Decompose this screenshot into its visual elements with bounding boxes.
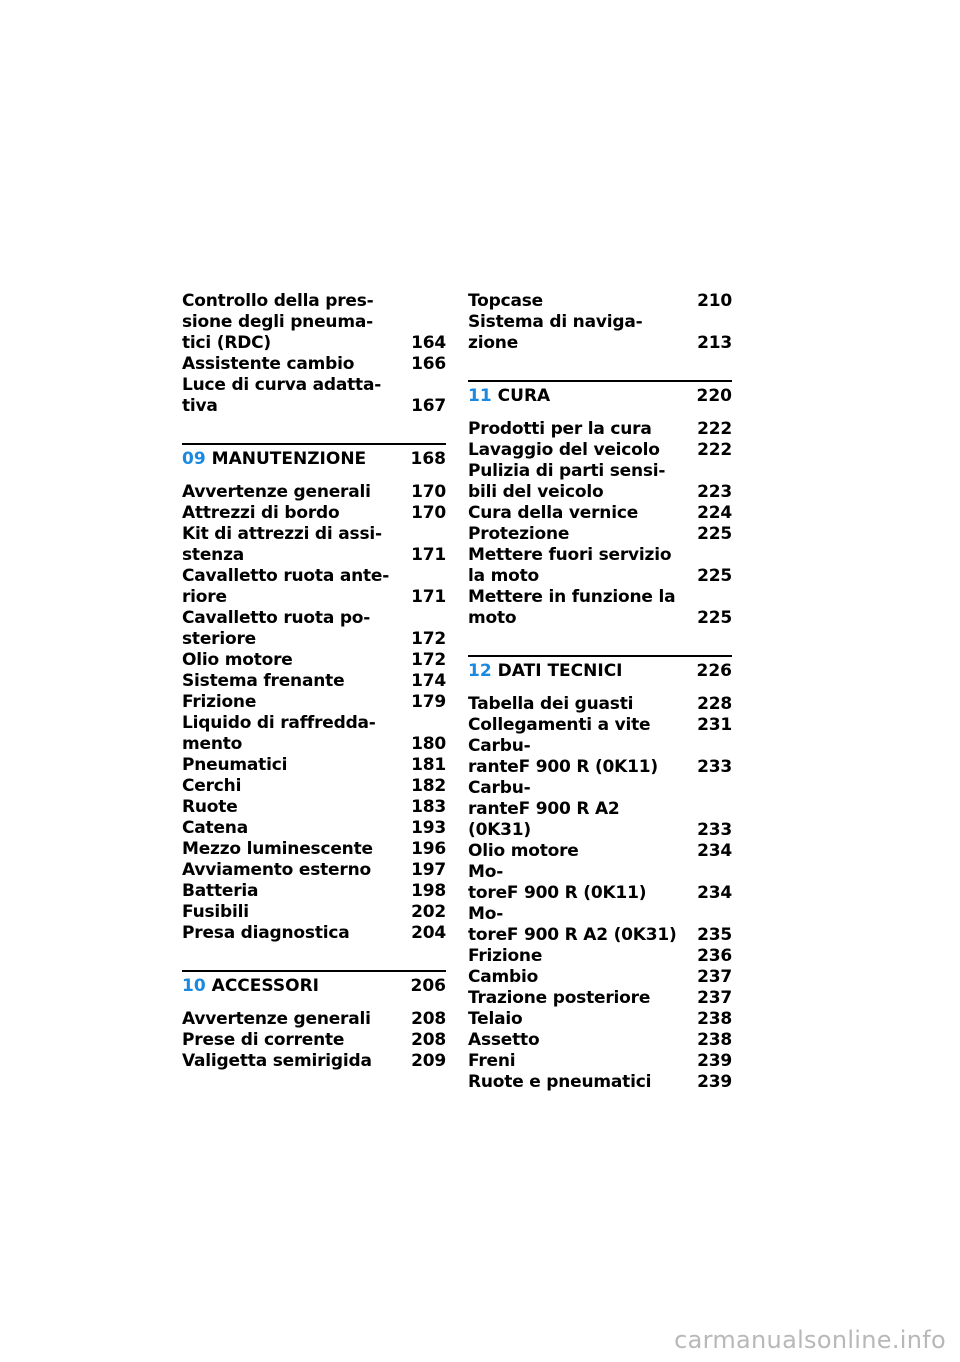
toc-entry-page: 222 <box>697 419 732 439</box>
toc-entry-title: Cambio <box>468 967 539 987</box>
toc-entry-title: Presa diagnostica <box>182 923 350 943</box>
toc-entry-title: Carbu- ranteF 900 R (0K11) <box>468 736 658 777</box>
toc-entry-title: Mo- toreF 900 R (0K11) <box>468 862 647 903</box>
toc-entry[interactable] <box>468 419 732 440</box>
toc-entry[interactable] <box>182 503 446 524</box>
section-number: 12 <box>468 661 492 681</box>
toc-entry-title: Lavaggio del veicolo <box>468 440 660 460</box>
toc-entry[interactable] <box>468 1051 732 1072</box>
toc-entry-title: Controllo della pres- sione degli pneuma- tici (RDC) <box>182 291 374 353</box>
toc-entry-page: 166 <box>411 354 446 374</box>
toc-entry[interactable] <box>182 524 446 566</box>
toc-entry-page: 235 <box>697 925 732 945</box>
toc-entry[interactable] <box>468 841 732 862</box>
toc-entry-page: 197 <box>411 860 446 880</box>
toc-entry-title: Carbu- ranteF 900 R A2 (0K31) <box>468 778 620 840</box>
toc-entry-page: 209 <box>411 1051 446 1071</box>
toc-entry[interactable] <box>468 694 732 715</box>
section-heading[interactable] <box>468 655 732 682</box>
section-number: 09 <box>182 449 206 469</box>
toc-entry[interactable] <box>468 778 732 841</box>
watermark-text: carmanualsonline.info <box>674 1326 946 1354</box>
toc-entry[interactable] <box>468 461 732 503</box>
toc-entry[interactable] <box>182 608 446 650</box>
section-title: DATI TECNICI <box>497 661 623 681</box>
toc-entry[interactable] <box>182 482 446 503</box>
toc-entry-page: 213 <box>697 333 732 353</box>
toc-entry[interactable] <box>182 755 446 776</box>
section-page-number: 206 <box>410 976 446 996</box>
toc-entry[interactable] <box>182 776 446 797</box>
toc-entry[interactable] <box>468 1009 732 1030</box>
section-page-number: 220 <box>696 386 732 406</box>
toc-entry-page: 224 <box>697 503 732 523</box>
toc-entry[interactable] <box>182 692 446 713</box>
toc-entry-page: 223 <box>697 482 732 502</box>
toc-entry[interactable] <box>468 967 732 988</box>
toc-entry-title: Mettere in funzione la moto <box>468 587 676 628</box>
toc-entry[interactable] <box>468 291 732 312</box>
toc-entry[interactable] <box>468 545 732 587</box>
toc-entry[interactable] <box>468 736 732 778</box>
toc-entry-title: Cavalletto ruota po- steriore <box>182 608 371 649</box>
toc-entry-page: 170 <box>411 482 446 502</box>
section-heading[interactable] <box>468 380 732 407</box>
toc-column-right <box>468 291 732 1093</box>
toc-entry-page: 174 <box>411 671 446 691</box>
toc-entry[interactable] <box>468 862 732 904</box>
toc-entry-title: Tabella dei guasti <box>468 694 634 714</box>
section-label <box>182 976 319 997</box>
toc-entry-title: Mettere fuori servizio la moto <box>468 545 672 586</box>
toc-entry-title: Freni <box>468 1051 516 1071</box>
toc-entry-title: Mo- toreF 900 R A2 (0K31) <box>468 904 677 945</box>
toc-entry[interactable] <box>182 375 446 417</box>
toc-entry-title: Fusibili <box>182 902 249 922</box>
toc-entry-page: 204 <box>411 923 446 943</box>
section-number: 11 <box>468 386 492 406</box>
toc-entry-title: Protezione <box>468 524 570 544</box>
toc-entry-title: Ruote e pneumatici <box>468 1072 652 1092</box>
section-label <box>182 449 366 470</box>
toc-entry-page: 237 <box>697 967 732 987</box>
toc-entry-title: Catena <box>182 818 248 838</box>
toc-entry-title: Sistema di naviga- zione <box>468 312 643 353</box>
toc-entry-title: Cura della vernice <box>468 503 639 523</box>
section-page-number: 168 <box>410 449 446 469</box>
toc-entry-page: 208 <box>411 1009 446 1029</box>
toc-entry-title: Kit di attrezzi di assi- stenza <box>182 524 382 565</box>
toc-entry-title: Ruote <box>182 797 238 817</box>
toc-entry[interactable] <box>468 503 732 524</box>
toc-entry-title: Cavalletto ruota ante- riore <box>182 566 390 607</box>
toc-entry-page: 210 <box>697 291 732 311</box>
toc-entry-title: Attrezzi di bordo <box>182 503 340 523</box>
toc-entry-page: 234 <box>697 841 732 861</box>
toc-entry-title: Topcase <box>468 291 543 311</box>
toc-entry-page: 233 <box>697 820 732 840</box>
toc-entry-page: 228 <box>697 694 732 714</box>
toc-entry-title: Sistema frenante <box>182 671 345 691</box>
toc-entry-title: Mezzo luminescente <box>182 839 373 859</box>
toc-entry[interactable] <box>468 715 732 736</box>
toc-entry-title: Avviamento esterno <box>182 860 371 880</box>
toc-entry[interactable] <box>468 440 732 461</box>
toc-entry-title: Olio motore <box>182 650 293 670</box>
section-page-number: 226 <box>696 661 732 681</box>
toc-entry-title: Batteria <box>182 881 259 901</box>
toc-entry[interactable] <box>182 1009 446 1030</box>
section-label <box>468 386 550 407</box>
toc-entry[interactable] <box>182 1051 446 1072</box>
toc-entry[interactable] <box>468 312 732 354</box>
toc-entry-title: Frizione <box>182 692 257 712</box>
toc-entry-page: 239 <box>697 1072 732 1092</box>
toc-entry-page: 234 <box>697 883 732 903</box>
toc-entry-page: 225 <box>697 608 732 628</box>
toc-entry-title: Valigetta semirigida <box>182 1051 372 1071</box>
toc-entry[interactable] <box>182 566 446 608</box>
toc-entry-page: 181 <box>411 755 446 775</box>
toc-entry[interactable] <box>182 671 446 692</box>
toc-entry-page: 225 <box>697 566 732 586</box>
toc-entry-page: 198 <box>411 881 446 901</box>
toc-entry-page: 233 <box>697 757 732 777</box>
toc-entry-title: Telaio <box>468 1009 523 1029</box>
toc-entry-title: Trazione posteriore <box>468 988 651 1008</box>
toc-entry[interactable] <box>182 354 446 375</box>
toc-entry-title: Prodotti per la cura <box>468 419 652 439</box>
toc-entry-title: Liquido di raffredda- mento <box>182 713 376 754</box>
toc-entry[interactable] <box>182 923 446 944</box>
toc-entry-page: 225 <box>697 524 732 544</box>
toc-entry-title: Avvertenze generali <box>182 1009 371 1029</box>
section-title: MANUTENZIONE <box>211 449 367 469</box>
toc-entry[interactable] <box>182 713 446 755</box>
toc-entry-title: Collegamenti a vite <box>468 715 651 735</box>
toc-entry-title: Prese di corrente <box>182 1030 345 1050</box>
toc-entry-page: 239 <box>697 1051 732 1071</box>
toc-entry[interactable] <box>468 946 732 967</box>
toc-column-left <box>182 291 446 1072</box>
toc-entry-title: Assetto <box>468 1030 540 1050</box>
section-title: CURA <box>497 386 551 406</box>
toc-entry-page: 196 <box>411 839 446 859</box>
section-label <box>468 661 623 682</box>
toc-entry-page: 180 <box>411 734 446 754</box>
toc-entry[interactable] <box>182 797 446 818</box>
section-heading[interactable] <box>182 970 446 997</box>
toc-entry-page: 182 <box>411 776 446 796</box>
toc-entry[interactable] <box>468 1072 732 1093</box>
toc-entry-page: 183 <box>411 797 446 817</box>
toc-entry-page: 236 <box>697 946 732 966</box>
toc-entry[interactable] <box>182 818 446 839</box>
toc-entry[interactable] <box>182 839 446 860</box>
toc-entry-title: Olio motore <box>468 841 579 861</box>
toc-entry-page: 231 <box>697 715 732 735</box>
toc-entry-title: Luce di curva adatta- tiva <box>182 375 382 416</box>
toc-entry-title: Assistente cambio <box>182 354 355 374</box>
toc-entry[interactable] <box>468 1030 732 1051</box>
toc-entry-title: Cerchi <box>182 776 242 796</box>
toc-entry-page: 208 <box>411 1030 446 1050</box>
toc-entry[interactable] <box>182 291 446 354</box>
toc-entry-page: 222 <box>697 440 732 460</box>
toc-entry-page: 167 <box>411 396 446 416</box>
toc-entry[interactable] <box>468 587 732 629</box>
toc-entry-page: 237 <box>697 988 732 1008</box>
toc-entry-title: Avvertenze generali <box>182 482 371 502</box>
toc-entry-page: 179 <box>411 692 446 712</box>
toc-entry[interactable] <box>182 1030 446 1051</box>
toc-entry-page: 171 <box>411 587 446 607</box>
toc-entry-page: 202 <box>411 902 446 922</box>
toc-entry-title: Pneumatici <box>182 755 288 775</box>
toc-entry-page: 170 <box>411 503 446 523</box>
toc-entry[interactable] <box>182 650 446 671</box>
toc-entry-title: Pulizia di parti sensi- bili del veicolo <box>468 461 666 502</box>
toc-entry-page: 172 <box>411 629 446 649</box>
toc-entry[interactable] <box>468 904 732 946</box>
toc-entry[interactable] <box>182 902 446 923</box>
toc-entry-page: 172 <box>411 650 446 670</box>
section-heading[interactable] <box>182 443 446 470</box>
toc-entry[interactable] <box>182 881 446 902</box>
toc-entry[interactable] <box>468 524 732 545</box>
section-number: 10 <box>182 976 206 996</box>
toc-entry-page: 193 <box>411 818 446 838</box>
toc-entry[interactable] <box>182 860 446 881</box>
toc-entry-page: 164 <box>411 333 446 353</box>
section-title: ACCESSORI <box>211 976 319 996</box>
toc-entry-page: 238 <box>697 1030 732 1050</box>
toc-entry-page: 238 <box>697 1009 732 1029</box>
toc-entry-title: Frizione <box>468 946 543 966</box>
toc-entry[interactable] <box>468 988 732 1009</box>
toc-entry-page: 171 <box>411 545 446 565</box>
